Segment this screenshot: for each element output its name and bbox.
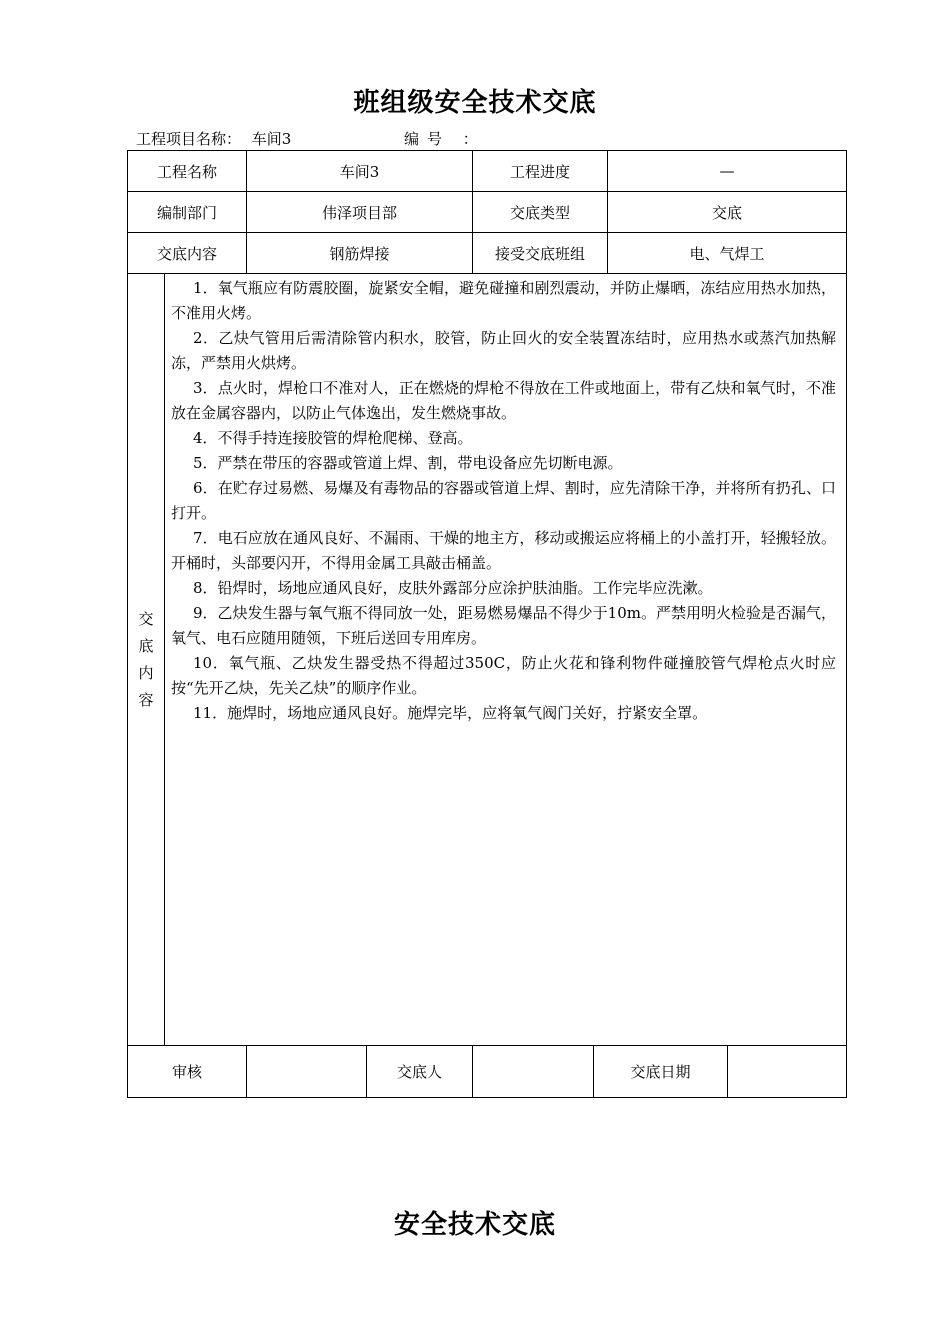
safety-item: 1．氧气瓶应有防震胶圈，旋紧安全帽，避免碰撞和剧烈震动，并防止爆晒，冻结应用热水加热，不准用火烤。 [171,279,837,322]
department-cell: 伟泽项目部 [247,192,473,233]
review-value [247,1046,367,1098]
safety-item: 7．电石应放在通风良好、不漏雨、干燥的地主方，移动或搬运应将桶上的小盖打开，轻搬轻放。开桶时，头部要闪开，不得用金属工具敲击桶盖。 [171,529,837,572]
safety-item: 6．在贮存过易燃、易爆及有毒物品的容器或管道上焊、割时，应先清除干净，并将所有扔孔、口打开。 [171,479,837,522]
label-char: 底 [138,636,154,655]
project-name-cell: 车间3 [247,151,473,192]
discloser-value [473,1046,594,1098]
project-name-value: 车间3 [251,130,292,148]
safety-items-cell [165,274,847,1046]
content-vertical-label [128,274,165,1046]
label-char: 交 [138,609,154,628]
progress-header: 工程进度 [473,151,608,192]
number-colon: ： [462,130,478,148]
document-title: 班组级安全技术交底 [353,88,597,118]
content-header: 交底内容 [128,233,247,274]
number-label: 编号 [404,130,451,148]
header-row-content [128,233,847,274]
header-row-department [128,192,847,233]
review-label: 审核 [128,1046,247,1098]
content-cell: 钢筋焊接 [247,233,473,274]
project-name-label: 工程项目名称： [136,130,242,148]
date-label: 交底日期 [594,1046,728,1098]
label-char: 容 [138,690,154,709]
content-body-row [128,274,847,1046]
discloser-label: 交底人 [367,1046,473,1098]
disclosure-type-header: 交底类型 [473,192,608,233]
receiving-team-header: 接受交底班组 [473,233,608,274]
department-header: 编制部门 [128,192,247,233]
progress-cell: — [608,151,847,192]
safety-item: 2．乙炔气管用后需清除管内积水，胶管，防止回火的安全装置冻结时，应用热水或蒸汽加热解冻，严禁用火烘烤。 [171,329,837,372]
project-name-header: 工程名称 [128,151,247,192]
safety-item: 9．乙炔发生器与氧气瓶不得同放一处，距易燃易爆品不得少于10m。严禁用明火检验是否漏气，氧气、电石应随用随领，下班后送回专用库房。 [171,604,837,647]
receiving-team-cell: 电、气焊工 [608,233,847,274]
safety-item: 8．铅焊时，场地应通风良好，皮肤外露部分应涂护肤油脂。工作完毕应洗漱。 [193,579,713,597]
safety-item: 5．严禁在带压的容器或管道上焊、割，带电设备应先切断电源。 [193,454,623,472]
disclosure-table [127,150,847,1098]
label-char: 内 [138,663,154,682]
safety-item: 10．氧气瓶、乙炔发生器受热不得超过350C，防止火花和锋利物件碰撞胶管气焊枪点火时应按“先开乙炔，先关乙炔”的顺序作业。 [171,654,837,697]
project-name-line [136,128,291,149]
signoff-row [128,1046,847,1098]
safety-item: 11．施焊时，场地应通风良好。施焊完毕，应将氧气阀门关好，拧紧安全罩。 [193,704,708,722]
safety-item: 3．点火时，焊枪口不准对人，正在燃烧的焊枪不得放在工件或地面上，带有乙炔和氧气时，不准放在金属容器内，以防止气体逸出，发生燃烧事故。 [171,379,837,422]
safety-items-list [165,274,846,726]
safety-item: 4．不得手持连接胶管的焊枪爬梯、登高。 [193,429,473,447]
number-line [404,128,478,149]
next-page-title: 安全技术交底 [393,1210,556,1240]
date-value [728,1046,847,1098]
disclosure-type-cell: 交底 [608,192,847,233]
header-row-project [128,151,847,192]
